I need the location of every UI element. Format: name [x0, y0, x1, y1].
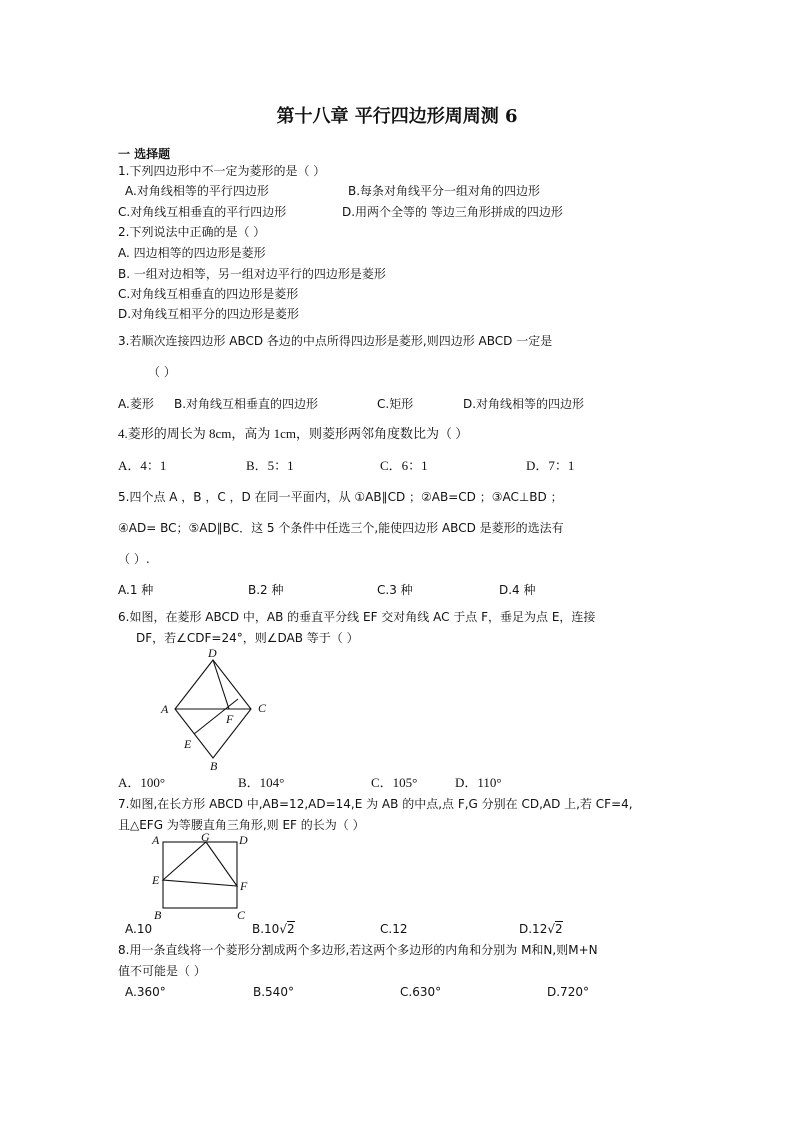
q7-option-a: A.10 — [125, 922, 153, 936]
q7-option-d-prefix: D.12 — [519, 922, 548, 936]
q5-option-b: B.2 种 — [248, 583, 284, 597]
label-c: C — [237, 908, 246, 922]
sqrt-sign: √ — [547, 922, 555, 936]
label-a: A — [161, 702, 169, 716]
q6-option-c: C．105° — [371, 775, 418, 790]
q3-option-a: A.菱形 — [118, 397, 154, 411]
segment-df — [213, 660, 229, 709]
q2-option-a: A. 四边相等的四边形是菱形 — [118, 246, 266, 260]
q4-option-c: C．6：1 — [380, 458, 428, 473]
label-c: C — [258, 701, 267, 715]
q1-option-d: D.用两个全等的 等边三角形拼成的四边形 — [342, 205, 563, 219]
q5-line-3: （ ）. — [118, 552, 150, 566]
q4-stem: 4.菱形的周长为 8cm，高为 1cm，则菱形两邻角度数比为（ ） — [118, 426, 469, 441]
label-b: B — [210, 759, 218, 773]
q2-option-d: D.对角线互相平分的四边形是菱形 — [118, 307, 300, 321]
q2-option-b: B. 一组对边相等，另一组对边平行的四边形是菱形 — [118, 267, 386, 281]
q5-option-d: D.4 种 — [499, 583, 536, 597]
q1-option-b: B.每条对角线平分一组对角的四边形 — [348, 184, 541, 198]
q6-option-a: A．100° — [118, 775, 166, 790]
q6-option-d: D．110° — [455, 775, 502, 790]
q4-option-d: D．7：1 — [526, 458, 575, 473]
q5-option-c: C.3 种 — [377, 583, 413, 597]
q7-line-1: 7.如图,在长方形 ABCD 中,AB=12,AD=14,E 为 AB 的中点,点 F,G 分别在 CD,AD 上,若 CF=4, — [118, 797, 633, 811]
triangle-efg — [163, 842, 237, 886]
label-g: G — [201, 830, 210, 844]
q1-stem: 1.下列四边形中不一定为菱形的是（ ） — [118, 164, 326, 178]
label-d: D — [208, 646, 217, 660]
q4-option-b: B．5：1 — [246, 458, 294, 473]
label-a: A — [152, 833, 160, 847]
q8-option-c: C.630° — [400, 985, 442, 999]
q6-line-2: DF，若∠CDF=24°，则∠DAB 等于（ ） — [136, 631, 359, 645]
label-f: F — [240, 879, 248, 893]
q7-line-2: 且△EFG 为等腰直角三角形,则 EF 的长为（ ） — [118, 818, 365, 832]
q6-rhombus-figure — [150, 640, 280, 775]
q5-line-1: 5.四个点 A ，B ，C ，D 在同一平面内，从 ①AB∥CD ；②AB=CD ；③AC⊥BD ； — [118, 490, 563, 504]
q7-option-d-radicand: 2 — [554, 922, 563, 936]
q5-line-2: ④AD= BC；⑤AD∥BC．这 5 个条件中任选三个,能使四边形 ABCD 是菱形的选法有 — [118, 521, 564, 535]
label-b: B — [154, 908, 162, 922]
rectangle-abcd-outline — [163, 842, 237, 908]
q7-option-d — [519, 921, 563, 937]
label-d: D — [239, 833, 248, 847]
q7-option-b — [252, 921, 295, 937]
q8-option-a: A.360° — [125, 985, 166, 999]
q7-rectangle-figure — [150, 830, 260, 922]
q3-option-d: D.对角线相等的四边形 — [463, 397, 585, 411]
q3-option-b: B.对角线互相垂直的四边形 — [174, 397, 319, 411]
q3-option-c: C.矩形 — [377, 397, 414, 411]
q1-option-a: A.对角线相等的平行四边形 — [125, 184, 269, 198]
q4-option-a: A．4：1 — [118, 458, 167, 473]
q7-option-b-prefix: B.10 — [252, 922, 280, 936]
q8-option-b: B.540° — [253, 985, 294, 999]
q6-option-b: B．104° — [238, 775, 285, 790]
q8-line-2: 值不可能是（ ） — [118, 964, 206, 978]
q1-option-c: C.对角线互相垂直的平行四边形 — [118, 205, 287, 219]
q3-blank: （ ） — [148, 365, 176, 379]
q3-stem: 3.若顺次连接四边形 ABCD 各边的中点所得四边形是菱形,则四边形 ABCD 一定是 — [118, 334, 553, 348]
q7-option-b-radicand: 2 — [286, 922, 295, 936]
q8-line-1: 8.用一条直线将一个菱形分割成两个多边形,若这两个多边形的内角和分别为 M和N,则M+N — [118, 943, 598, 957]
section-heading: 一 选择题 — [118, 147, 171, 161]
page-title: 第十八章 平行四边形周周测 6 — [276, 106, 518, 127]
label-e: E — [184, 737, 192, 751]
label-f: F — [226, 712, 234, 726]
q6-line-1: 6.如图，在菱形 ABCD 中，AB 的垂直平分线 EF 交对角线 AC 于点 F，垂足为点 E，连接 — [118, 610, 596, 624]
label-e: E — [152, 873, 160, 887]
q2-option-c: C.对角线互相垂直的四边形是菱形 — [118, 287, 299, 301]
q2-stem: 2.下列说法中正确的是（ ） — [118, 225, 266, 239]
sqrt-sign: √ — [279, 922, 287, 936]
q8-option-d: D.720° — [547, 985, 589, 999]
q5-option-a: A.1 种 — [118, 583, 154, 597]
q7-option-c: C.12 — [380, 922, 408, 936]
